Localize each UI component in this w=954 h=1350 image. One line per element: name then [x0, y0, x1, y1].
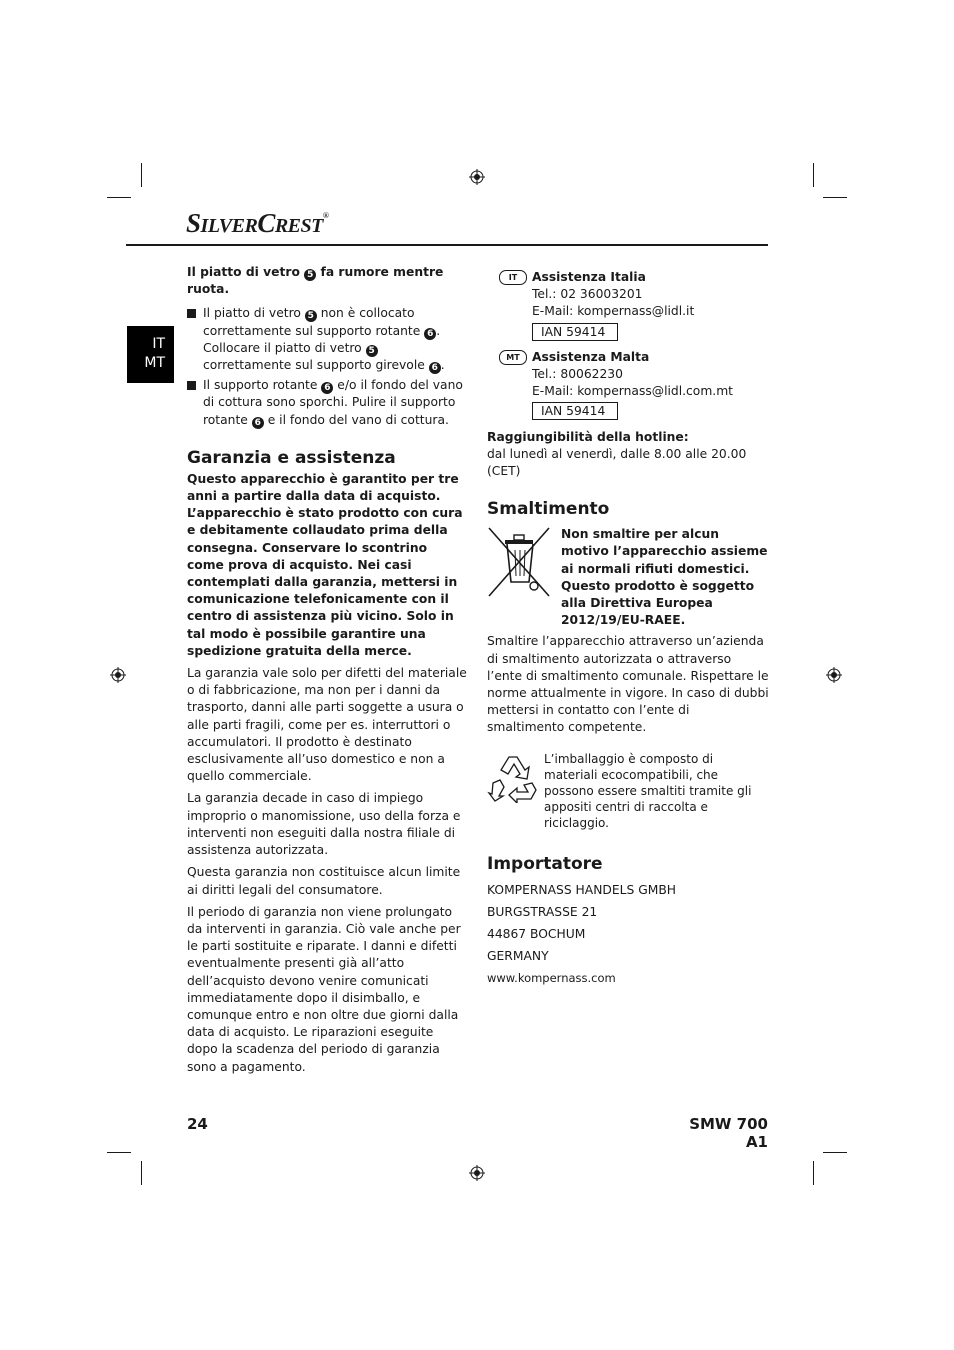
bullet-square-icon: [187, 309, 196, 318]
recycling-icon: [487, 753, 539, 803]
crop-mark: [107, 197, 131, 198]
service-contact-italy: [487, 269, 769, 341]
left-column: [187, 264, 467, 1081]
registration-mark-icon: [110, 667, 126, 683]
registration-mark-icon: [469, 1165, 485, 1181]
registration-mark-icon: [469, 169, 485, 185]
header-rule: [126, 244, 768, 246]
address-line: GERMANY: [487, 948, 549, 963]
language-tab: [127, 326, 174, 383]
service-email: E-Mail: kompernass@lidl.com.mt: [532, 384, 734, 399]
brand-logo: SILVERCREST®: [186, 208, 329, 238]
service-title: Assistenza Italia: [532, 270, 646, 284]
packaging-notice: [487, 751, 769, 831]
country-badge: MT: [499, 350, 527, 365]
packaging-text: L’imballaggio è composto di materiali ecocompatibili, che possono essere smaltiti tramite gli appositi centri di raccolta e riciclaggio.: [544, 751, 752, 830]
crossed-out-bin-icon: [487, 526, 551, 598]
registration-mark-icon: [826, 667, 842, 683]
disposal-warning: Non smaltire per alcun motivo l’apparecchio assieme ai normali rifiuti domestici. Questo prodotto è soggetto alla Direttiva Europea 2012/19/EU-RAEE.: [561, 527, 768, 628]
crop-mark: [141, 163, 142, 187]
crop-mark: [107, 1152, 131, 1153]
country-badge: IT: [499, 270, 527, 285]
crop-mark: [813, 1161, 814, 1185]
troubleshoot-bullet: Il supporto rotante 6 e/o il fondo del vano di cottura sono sporchi. Pulire il supporto rotante 6 e il fondo del vano di cottura.: [187, 377, 467, 429]
ian-box: IAN 59414: [532, 323, 618, 341]
disposal-heading: Smaltimento: [487, 499, 610, 520]
hotline-hours: dal lunedì al venerdì, dalle 8.00 alle 20.00 (CET): [487, 446, 747, 479]
right-column: [487, 269, 769, 989]
troubleshoot-bullet: Il piatto di vetro 5 non è collocato correttamente sul supporto rotante 6 . Collocare il piatto di vetro 5 correttamente sul supporto girevole 6 .: [187, 305, 467, 374]
troubleshoot-heading: Il piatto di vetro 5 fa rumore mentre ruota.: [187, 265, 444, 297]
address-line: 44867 BOCHUM: [487, 926, 586, 941]
service-title: Assistenza Malta: [532, 349, 650, 364]
service-phone: Tel.: 80062230: [532, 367, 623, 382]
model-number: SMW 700 A1: [689, 1115, 768, 1151]
warranty-intro: Questo apparecchio è garantito per tre anni a partire dalla data di acquisto. L’apparecchio è stato prodotto con cura e debitamente collaudato prima della consegna. Conservare lo scontrino come prova di acquisto. Nei casi contemplati dalla garanzia, mettersi in comunicazione telefonicamente con il centro di assistenza più vicino. Solo in tal modo è possibile garantire una spedizione gratuita della merce.: [187, 471, 463, 658]
service-phone: Tel.: 02 36003201: [532, 287, 643, 302]
bullet-square-icon: [187, 381, 196, 390]
disposal-text: Smaltire l’apparecchio attraverso un’azienda di smaltimento autorizzata o attraverso l’ente di smaltimento comunale. Rispettare le norme attualmente in vigore. In caso di dubbi mettersi in contatto con l’ente di smaltimento competente.: [487, 634, 769, 735]
part-number-badge: 5: [304, 269, 316, 281]
page-number: 24: [187, 1115, 208, 1133]
warranty-paragraph: Questa garanzia non costituisce alcun limite ai diritti legali del consumatore.: [187, 865, 461, 897]
address-line: BURGSTRASSE 21: [487, 904, 598, 919]
ian-box: IAN 59414: [532, 402, 618, 420]
language-code-mt: MT: [144, 355, 165, 371]
weee-notice: [487, 526, 769, 629]
crop-mark: [141, 1161, 142, 1185]
crop-mark: [813, 163, 814, 187]
service-contact-malta: [487, 349, 769, 421]
warranty-heading: Garanzia e assistenza: [187, 447, 396, 468]
warranty-paragraph: La garanzia vale solo per difetti del materiale o di fabbricazione, ma non per i danni da trasporto, danni alle parti soggette a usura o alle parti fragili, come per es. interruttori o accumulatori. Il prodotto è destinato esclusivamente all’uso domestico e non a quello commerciale.: [187, 666, 467, 784]
importer-address: [487, 879, 769, 989]
language-code-it: IT: [152, 336, 165, 352]
hotline-label: Raggiungibilità della hotline:: [487, 429, 689, 444]
crop-mark: [823, 1152, 847, 1153]
service-email: E-Mail: kompernass@lidl.it: [532, 304, 695, 319]
crop-mark: [823, 197, 847, 198]
warranty-paragraph: La garanzia decade in caso di impiego improprio o manomissione, uso della forza e interventi non eseguiti dalla nostra filiale di assistenza autorizzata.: [187, 791, 461, 858]
address-line: KOMPERNASS HANDELS GMBH: [487, 882, 677, 897]
importer-heading: Importatore: [487, 853, 603, 874]
website-link[interactable]: www.kompernass.com: [487, 970, 616, 985]
warranty-paragraph: Il periodo di garanzia non viene prolungato da interventi in garanzia. Ciò vale anche per le parti sostituite e riparate. I danni e difetti eventualmente presenti già all’atto dell’acquisto devono venire comunicati immediatamente dopo il disimballo, e comunque entro e non oltre due giorni dalla data di acquisto. Le riparazioni eseguite dopo la scadenza del periodo di garanzia sono a pagamento.: [187, 904, 461, 1074]
